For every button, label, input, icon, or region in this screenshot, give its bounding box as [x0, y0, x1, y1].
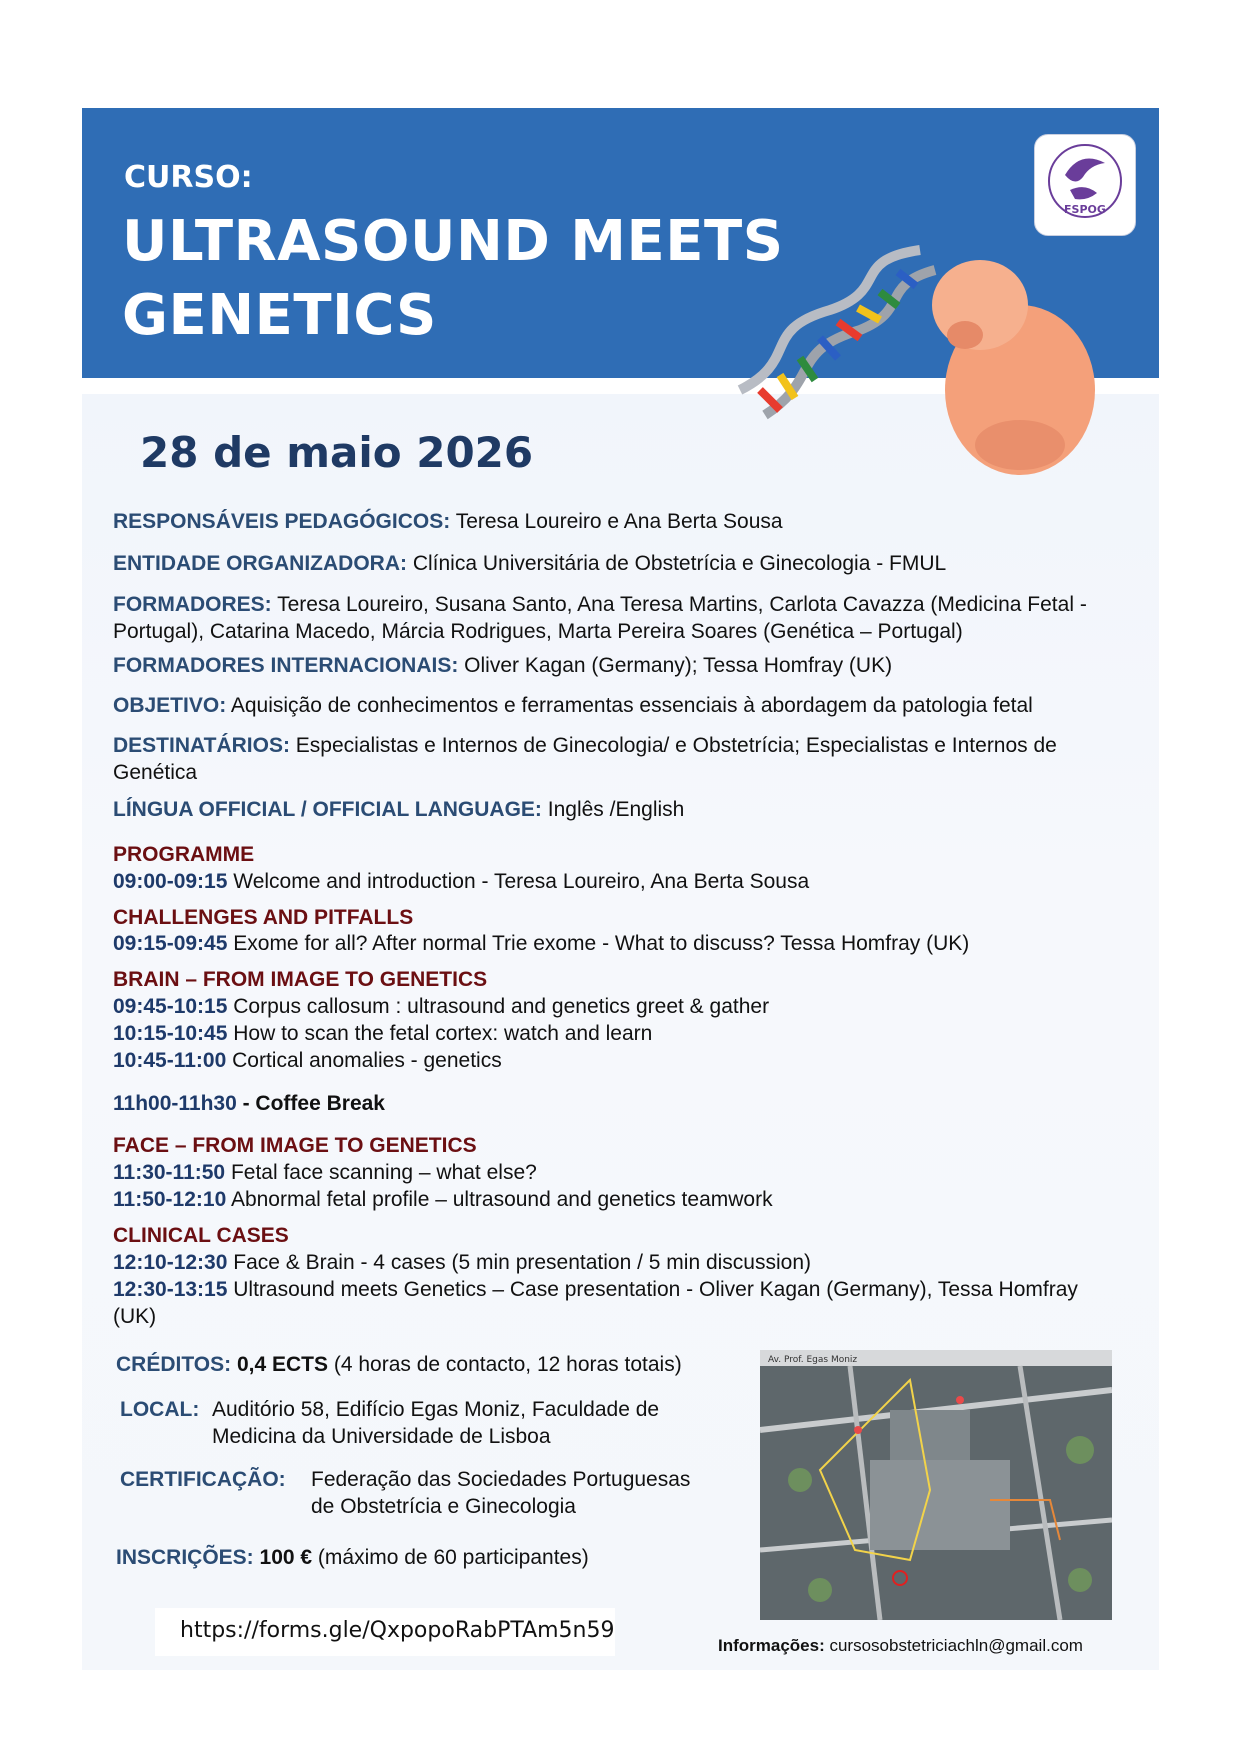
- schedule-row: [113, 993, 1113, 1020]
- inscricoes-price: 100 €: [253, 1546, 313, 1569]
- local-value: [212, 1396, 732, 1450]
- creditos-ects: 0,4 ECTS: [231, 1353, 328, 1376]
- inscricoes-value: (máximo de 60 participantes): [312, 1546, 589, 1569]
- creditos: [116, 1351, 746, 1378]
- creditos-label: CRÉDITOS:: [116, 1353, 232, 1376]
- course-title: ULTRASOUND MEETS GENETICS: [122, 209, 784, 348]
- internacionais-label: FORMADORES INTERNACIONAIS:: [113, 654, 459, 677]
- schedule-row: [113, 930, 1113, 957]
- creditos-value: (4 horas de contacto, 12 horas totais): [328, 1353, 682, 1376]
- info-internacionais: [113, 652, 1133, 679]
- infos-label: Informações:: [718, 1636, 825, 1655]
- destinatarios-value: Especialistas e Internos de Ginecologia/ e Obstetrícia; Especialistas e Internos de Genética: [113, 734, 1057, 784]
- info-responsaveis: [113, 508, 1133, 535]
- local-line1: Auditório 58, Edifício Egas Moniz, Faculdade de: [212, 1398, 660, 1421]
- internacionais-value: Oliver Kagan (Germany); Tessa Homfray (UK): [458, 654, 893, 677]
- location-map[interactable]: [760, 1350, 1112, 1620]
- info-lingua: [113, 796, 1133, 823]
- lingua-label: LÍNGUA OFFICIAL / OFFICIAL LANGUAGE:: [113, 798, 542, 821]
- objetivo-label: OBJETIVO:: [113, 694, 227, 717]
- row-text: Corpus callosum : ultrasound and genetics greet & gather: [227, 995, 770, 1018]
- row-text: Abnormal fetal profile – ultrasound and genetics teamwork: [226, 1188, 773, 1211]
- fspog-logo-icon: [1035, 135, 1135, 235]
- schedule-row: [113, 1159, 1113, 1186]
- registration-link[interactable]: https://forms.gle/QxpopoRabPTAm5n59: [180, 1618, 615, 1643]
- cert-line1: Federação das Sociedades Portuguesas: [311, 1468, 691, 1491]
- entidade-value: Clínica Universitária de Obstetrícia e Ginecologia - FMUL: [407, 552, 947, 575]
- contact-email[interactable]: cursosobstetriciachln@gmail.com: [824, 1636, 1083, 1655]
- cert-value: [311, 1466, 741, 1520]
- logo-text: FSPOG: [1064, 203, 1106, 216]
- row-text: Cortical anomalies - genetics: [226, 1049, 502, 1072]
- row-text: Ultrasound meets Genetics – Case presentation - Oliver Kagan (Germany), Tessa Homfray (UK): [113, 1278, 1078, 1328]
- break-text: - Coffee Break: [236, 1092, 385, 1115]
- row-text: Fetal face scanning – what else?: [225, 1161, 537, 1184]
- local-line2: Medicina da Universidade de Lisboa: [212, 1425, 551, 1448]
- fspog-logo: [1034, 134, 1136, 236]
- section-clinical-cases: CLINICAL CASES: [113, 1224, 289, 1247]
- destinatarios-label: DESTINATÁRIOS:: [113, 734, 290, 757]
- row-time: 09:00-09:15: [113, 870, 228, 893]
- schedule-row: [113, 1020, 1113, 1047]
- info-entidade: [113, 550, 1133, 577]
- row-text: Exome for all? After normal Trie exome - What to discuss? Tessa Homfray (UK): [227, 932, 970, 955]
- break-time: 11h00-11h30: [113, 1092, 237, 1115]
- inscricoes: [116, 1544, 746, 1571]
- schedule-row: [113, 1186, 1113, 1213]
- lingua-value: Inglês /English: [541, 798, 685, 821]
- row-time: 11:30-11:50: [113, 1161, 226, 1184]
- row-time: 12:30-13:15: [113, 1278, 228, 1301]
- map-image: [760, 1350, 1112, 1620]
- schedule-row: [113, 868, 1113, 895]
- formadores-label: FORMADORES:: [113, 593, 272, 616]
- inscricoes-label: INSCRIÇÕES:: [116, 1546, 254, 1569]
- cert-label: CERTIFICAÇÃO:: [120, 1468, 286, 1491]
- info-objetivo: [113, 692, 1133, 719]
- dna-helix-icon: [740, 250, 935, 415]
- info-formadores: [113, 591, 1133, 645]
- fetus-icon: [932, 260, 1095, 475]
- entidade-label: ENTIDADE ORGANIZADORA:: [113, 552, 407, 575]
- responsaveis-value: Teresa Loureiro e Ana Berta Sousa: [450, 510, 783, 533]
- row-time: 10:45-11:00: [113, 1049, 227, 1072]
- row-time: 09:15-09:45: [113, 932, 228, 955]
- row-text: Welcome and introduction - Teresa Loureiro, Ana Berta Sousa: [227, 870, 810, 893]
- cert-line2: de Obstetrícia e Ginecologia: [311, 1495, 576, 1518]
- dna-fetus-illustration: [720, 240, 1150, 490]
- schedule-row: [113, 1276, 1113, 1330]
- row-text: How to scan the fetal cortex: watch and learn: [227, 1022, 653, 1045]
- row-time: 09:45-10:15: [113, 995, 228, 1018]
- map-street-label: Av. Prof. Egas Moniz: [768, 1355, 858, 1365]
- coffee-break-row: [113, 1090, 1113, 1117]
- schedule-row: [113, 1249, 1113, 1276]
- section-programme: PROGRAMME: [113, 843, 255, 866]
- event-date: 28 de maio 2026: [140, 428, 534, 477]
- section-challenges: CHALLENGES AND PITFALLS: [113, 906, 414, 929]
- responsaveis-label: RESPONSÁVEIS PEDAGÓGICOS:: [113, 510, 451, 533]
- section-face: FACE – FROM IMAGE TO GENETICS: [113, 1134, 477, 1157]
- row-time: 11:50-12:10: [113, 1188, 227, 1211]
- contact-info: [718, 1636, 1083, 1656]
- schedule-row: [113, 1047, 1113, 1074]
- info-destinatarios: [113, 732, 1133, 786]
- course-kicker: CURSO:: [124, 160, 253, 195]
- formadores-value: Teresa Loureiro, Susana Santo, Ana Teresa Martins, Carlota Cavazza (Medicina Fetal - Portugal), Catarina Macedo, Márcia Rodrigues, Marta Pereira Soares (Genética – Portugal): [113, 593, 1087, 643]
- row-time: 10:15-10:45: [113, 1022, 228, 1045]
- row-time: 12:10-12:30: [113, 1251, 228, 1274]
- cert-label-box: [120, 1466, 320, 1493]
- section-brain: BRAIN – FROM IMAGE TO GENETICS: [113, 968, 488, 991]
- row-text: Face & Brain - 4 cases (5 min presentation / 5 min discussion): [227, 1251, 812, 1274]
- objetivo-value: Aquisição de conhecimentos e ferramentas essenciais à abordagem da patologia fetal: [226, 694, 1033, 717]
- local-label: LOCAL:: [120, 1398, 200, 1421]
